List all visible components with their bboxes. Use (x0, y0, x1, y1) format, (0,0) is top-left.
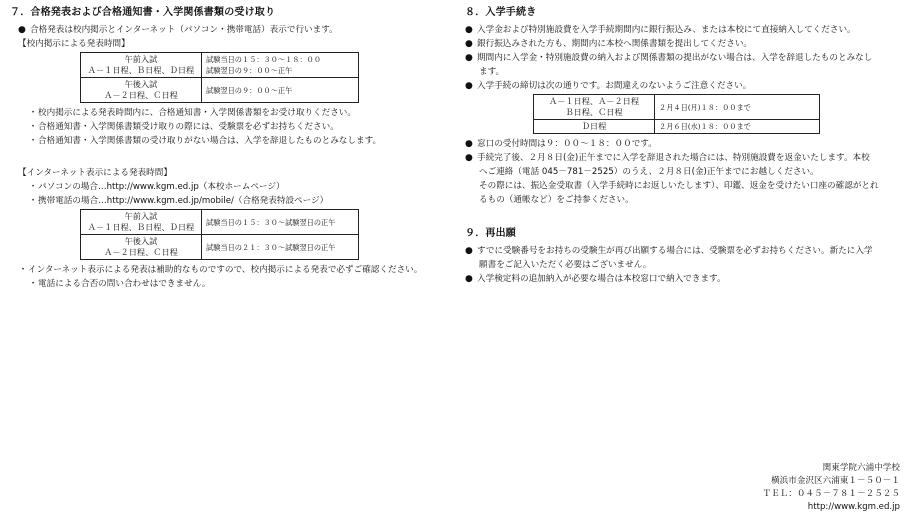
bullet-icon: ● (465, 153, 473, 163)
section-9-title: ９．再出願 (465, 228, 516, 239)
bullet-icon: ● (465, 274, 473, 284)
campus-note: ・合格通知書・入学関係書類の受け取りがない場合は、入学を辞退したものとみなします。 (28, 136, 382, 146)
table-row: 午前入試 Ａ－１日程、Ｂ日程、Ｄ日程 試験当日の１５：３０～１８：００ 試験翌日の９：００～正午 (81, 53, 359, 78)
net-note: ・電話による合否の問い合わせはできません。 (28, 279, 211, 289)
s8-bullet: ● 入学手続の締切は次の通りです。お間違えのないようご注意ください。 (465, 81, 752, 91)
campus-schedule-table (80, 52, 359, 103)
bullet-icon: ● (465, 246, 473, 256)
s9-bullet: ● すでに受験番号をお持ちの受験生が再び出願する場合には、受験票を必ずお持ちください。新たに入学 (465, 246, 873, 256)
s8-bullet: ● 窓口の受付時間は９：００～１８：００です。 (465, 139, 657, 149)
section-7 (10, 0, 450, 291)
net-heading: 【インターネット表示による発表時間】 (18, 168, 172, 178)
table-row: 午後入試 Ａ－２日程、Ｃ日程 試験翌日の９：００～正午 (81, 78, 359, 103)
table-row: 午前入試 Ａ－１日程、Ｂ日程、Ｄ日程 試験当日の１５：３０～試験翌日の正午 (81, 210, 359, 235)
s8-bullet: ● 入学金および特別施設費を入学手続期間内に銀行振込み、または本校にて直接納入してください。 (465, 25, 856, 35)
campus-note: ・校内掲示による発表時間内に、合格通知書・入学関係書類をお受け取りください。 (28, 108, 356, 118)
section-7-title: ７．合格発表および合格通知書・入学関係書類の受け取り (10, 7, 276, 18)
deadline-table (533, 94, 820, 134)
net-pc-line: ・パソコンの場合…http://www.kgm.ed.jp（本校ホームページ） (28, 182, 285, 192)
campus-note: ・合格通知書・入学関係書類受け取りの際には、受験票を必ずお持ちください。 (28, 122, 339, 132)
bullet-icon: ● (18, 25, 26, 35)
school-info (762, 462, 900, 514)
net-note: ・インターネット表示による発表は補助的なものですので、校内掲示による発表で必ずご確認ください。 (18, 265, 423, 275)
s8-bullet: ● 銀行振込みされた方も、期間内に本校へ関係書類を提出してください。 (465, 39, 753, 49)
s8-bullet: ● 期間内に入学金・特別施設費の納入および関係書類の提出がない場合は、入学を辞退したものとみなし (465, 53, 873, 63)
bullet-icon: ● (465, 139, 473, 149)
s9-bullet: ● 入学検定料の追加納入が必要な場合は本校窓口で納入できます。 (465, 274, 726, 284)
s8-bullet: ● 手続完了後、２月８日(金)正午までに入学を辞退された場合には、特別施設費を返金いたします。本校 (465, 153, 870, 163)
section-7-intro: ● 合格発表は校内掲示とインターネット（パソコン・携帯電話）表示で行います。 (18, 25, 338, 35)
school-address: 横浜市金沢区六浦東１－５０－１ (771, 476, 900, 486)
table-row: 午後入試 Ａ－２日程、Ｃ日程 試験当日の２１：３０～試験翌日の正午 (81, 235, 359, 260)
bullet-icon: ● (465, 81, 473, 91)
table-row: Ａ－１日程、Ａ－２日程 Ｂ日程、Ｃ日程 ２月４日(月)１８：００まで (534, 95, 820, 120)
bullet-icon: ● (465, 25, 473, 35)
net-schedule-table (80, 209, 359, 260)
campus-heading: 【校内掲示による発表時間】 (18, 39, 130, 49)
bullet-icon: ● (465, 39, 473, 49)
section-8-9: ８．入学手続き ● 入学金および特別施設費を入学手続期間内に銀行振込み、または本校にて直接納入してください。 ● 銀行振込みされた方も、期間内に本校へ関係書類を提出してください。 ● 期間内に入学金・特別施設費の納入および関係書類の提出がない場合は、入学を辞退したものとみなし ます。 ● 入学手続の締切は次の通りです。お間違えのないようご注意ください。 Ａ－１日程、Ａ－２日程 Ｂ日程、Ｃ日程 ２月４日(月)１８：００まで Ｄ日程 ２月６日(水)１８：００まで ● 窓口の受付時間は９：００～１８：００です。 ● 手続完了後、２月８日(金)正午までに入学を辞退された場合には、特別施設費を返金いたします。本校 へご連絡（電話 045－781－2525）のうえ、２月８日(金)正午までにお越しください。 その際には、振込金受取書（入学手続時にお返しいたします）、印鑑、返金を受けたい口座の確認がとれ るもの（通帳など）をご持参ください。 ９．再出願 ● すでに受験番号をお持ちの受験生が再び出願する場合には、受験票を必ずお持ちください。新たに入学 願書をご記入いただく必要はございません。 ● 入学検定料の追加納入が必要な場合は本校窓口で納入できます。 (465, 0, 905, 286)
section-8-title: ８．入学手続き (465, 7, 537, 18)
bullet-icon: ● (465, 53, 473, 63)
school-tel: ＴＥＬ：０４５－７８１－２５２５ (762, 489, 900, 499)
table-row: Ｄ日程 ２月６日(水)１８：００まで (534, 120, 820, 134)
school-url: http://www.kgm.ed.jp (807, 502, 900, 512)
school-name: 関東学院六浦中学校 (822, 463, 900, 473)
net-mobile-line: ・携帯電話の場合…http://www.kgm.ed.jp/mobile/（合格発表特設ページ） (28, 196, 329, 206)
